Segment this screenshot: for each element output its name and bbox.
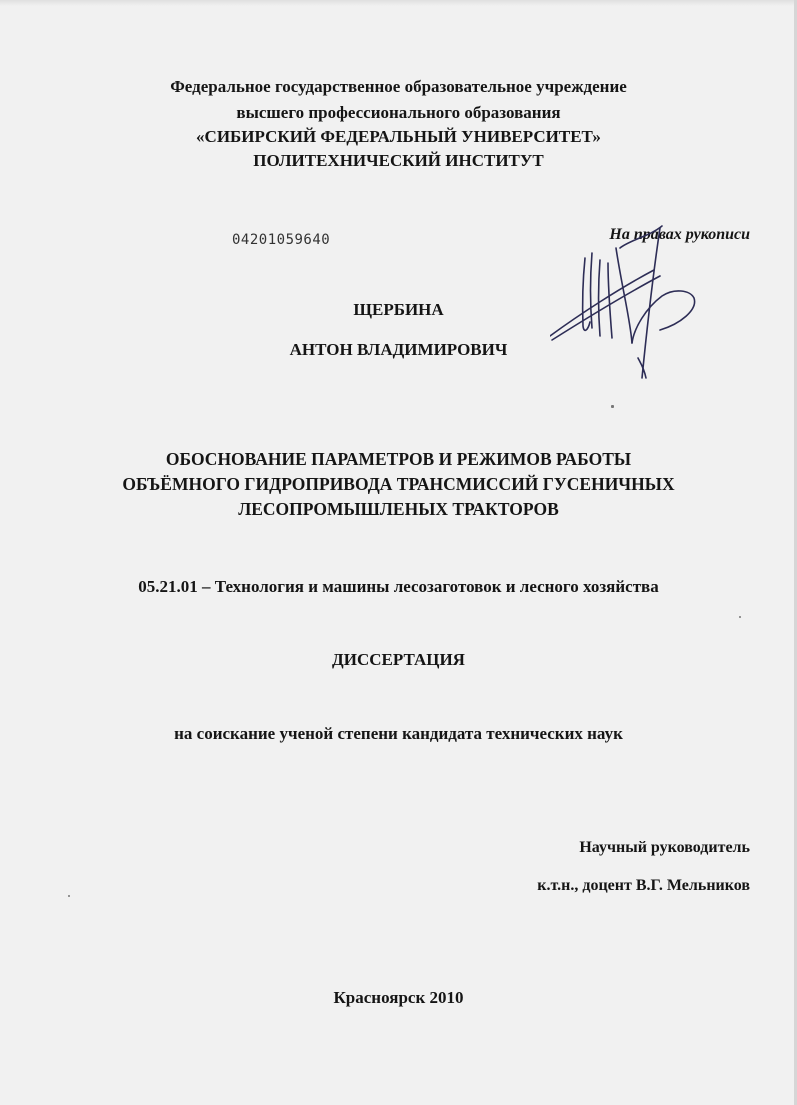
city-year: Красноярск 2010 bbox=[333, 988, 464, 1007]
author-name: АНТОН ВЛАДИМИРОВИЧ bbox=[289, 340, 508, 359]
scan-speck bbox=[739, 616, 741, 618]
registration-number: 04201059640 bbox=[232, 232, 331, 248]
specialty-code: 05.21.01 – Технология и машины лесозаготовок и лесного хозяйства bbox=[138, 577, 659, 596]
dissertation-title-line-3: ЛЕСОПРОМЫШЛЕНЫХ ТРАКТОРОВ bbox=[238, 499, 559, 519]
university-name: «СИБИРСКИЙ ФЕДЕРАЛЬНЫЙ УНИВЕРСИТЕТ» bbox=[196, 127, 601, 146]
header-institution-line: Федеральное государственное образовательное учреждение bbox=[170, 77, 627, 96]
dissertation-title-line-2: ОБЪЁМНОГО ГИДРОПРИВОДА ТРАНСМИССИЙ ГУСЕНИЧНЫХ bbox=[122, 474, 675, 494]
institute-name: ПОЛИТЕХНИЧЕСКИЙ ИНСТИТУТ bbox=[253, 151, 544, 170]
dissertation-title-line-1: ОБОСНОВАНИЕ ПАРАМЕТРОВ И РЕЖИМОВ РАБОТЫ bbox=[165, 449, 632, 469]
manuscript-rights-note: На правах рукописи bbox=[609, 226, 750, 243]
header-education-line: высшего профессионального образования bbox=[236, 103, 561, 122]
scan-speck bbox=[611, 405, 614, 408]
supervisor-label: Научный руководитель bbox=[579, 839, 750, 856]
author-surname: ЩЕРБИНА bbox=[353, 300, 444, 319]
degree-statement: на соискание ученой степени кандидата технических наук bbox=[174, 724, 623, 743]
scan-edge-top bbox=[0, 0, 797, 6]
scan-speck bbox=[68, 895, 70, 897]
supervisor-name: к.т.н., доцент В.Г. Мельников bbox=[537, 877, 750, 894]
document-type: ДИССЕРТАЦИЯ bbox=[332, 650, 465, 669]
